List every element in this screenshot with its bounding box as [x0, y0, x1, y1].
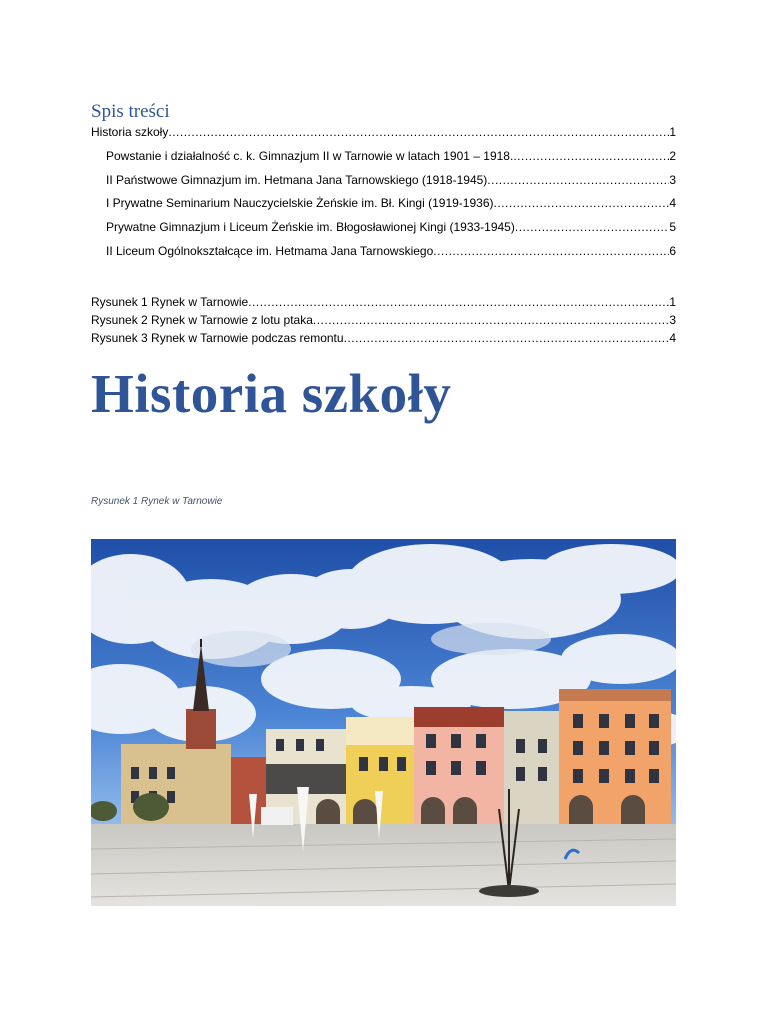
- figure-entry-text: Rysunek 3 Rynek w Tarnowie podczas remontu: [91, 331, 344, 345]
- toc-entry-page: 4: [669, 196, 676, 210]
- tree-grate: [479, 885, 539, 897]
- section-heading: Historia szkoły: [91, 363, 452, 424]
- toc-entry-text: II Państwowe Gimnazjum im. Hetmana Jana Tarnowskiego (1918-1945): [106, 173, 488, 187]
- square-pavement: [91, 824, 676, 906]
- toc-entry-text: Powstanie i działalność c. k. Gimnazjum II w Tarnowie w latach 1901 – 1918.: [106, 149, 514, 163]
- toc-entry[interactable]: [106, 173, 676, 187]
- toc-entry-page: 2: [669, 149, 676, 163]
- figure-entry-text: Rysunek 1 Rynek w Tarnowie: [91, 295, 249, 309]
- toc-entry[interactable]: [106, 149, 676, 163]
- figure-entry-page: 1: [669, 295, 676, 309]
- toc-entry[interactable]: [106, 196, 676, 210]
- toc-entry-text: Prywatne Gimnazjum i Liceum Żeńskie im. Błogosławionej Kingi (1933-1945): [106, 220, 515, 234]
- figure-entry[interactable]: [91, 331, 676, 345]
- toc-entry-text: I Prywatne Seminarium Nauczycielskie Żeńskie im. Bł. Kingi (1919-1936): [106, 196, 494, 210]
- figure-entry-page: 4: [669, 331, 676, 345]
- figure-entry[interactable]: [91, 313, 676, 327]
- toc-entry-text: Historia szkoły: [91, 125, 169, 139]
- toc-entry[interactable]: [91, 125, 676, 139]
- toc-leader-dots: [168, 125, 669, 139]
- toc-entry-page: 5: [669, 220, 676, 234]
- toc-title: Spis treści: [91, 101, 170, 122]
- toc-entry[interactable]: [106, 244, 676, 258]
- toc-entry-text: II Liceum Ogólnokształcące im. Hetmama Jana Tarnowskiego: [106, 244, 434, 258]
- toc-leader-dots: [433, 244, 669, 258]
- toc-entry-page: 6: [669, 244, 676, 258]
- figure-leader-dots: [313, 313, 669, 327]
- toc-entry-page: 1: [669, 125, 676, 139]
- toc-leader-dots: [487, 173, 669, 187]
- figure-leader-dots: [344, 331, 670, 345]
- figure-entry[interactable]: [91, 295, 676, 309]
- figure-caption: Rysunek 1 Rynek w Tarnowie: [91, 496, 223, 507]
- figure-entry-page: 3: [669, 313, 676, 327]
- toc-leader-dots: [515, 220, 669, 234]
- figure-entry-text: Rysunek 2 Rynek w Tarnowie z lotu ptaka: [91, 313, 313, 327]
- market-square-photo: [91, 539, 676, 906]
- figure-leader-dots: [248, 295, 669, 309]
- toc-entry-page: 3: [669, 173, 676, 187]
- toc-leader-dots: [513, 149, 669, 163]
- toc-entry[interactable]: [106, 220, 676, 234]
- toc-leader-dots: [494, 196, 670, 210]
- white-van: [261, 807, 293, 825]
